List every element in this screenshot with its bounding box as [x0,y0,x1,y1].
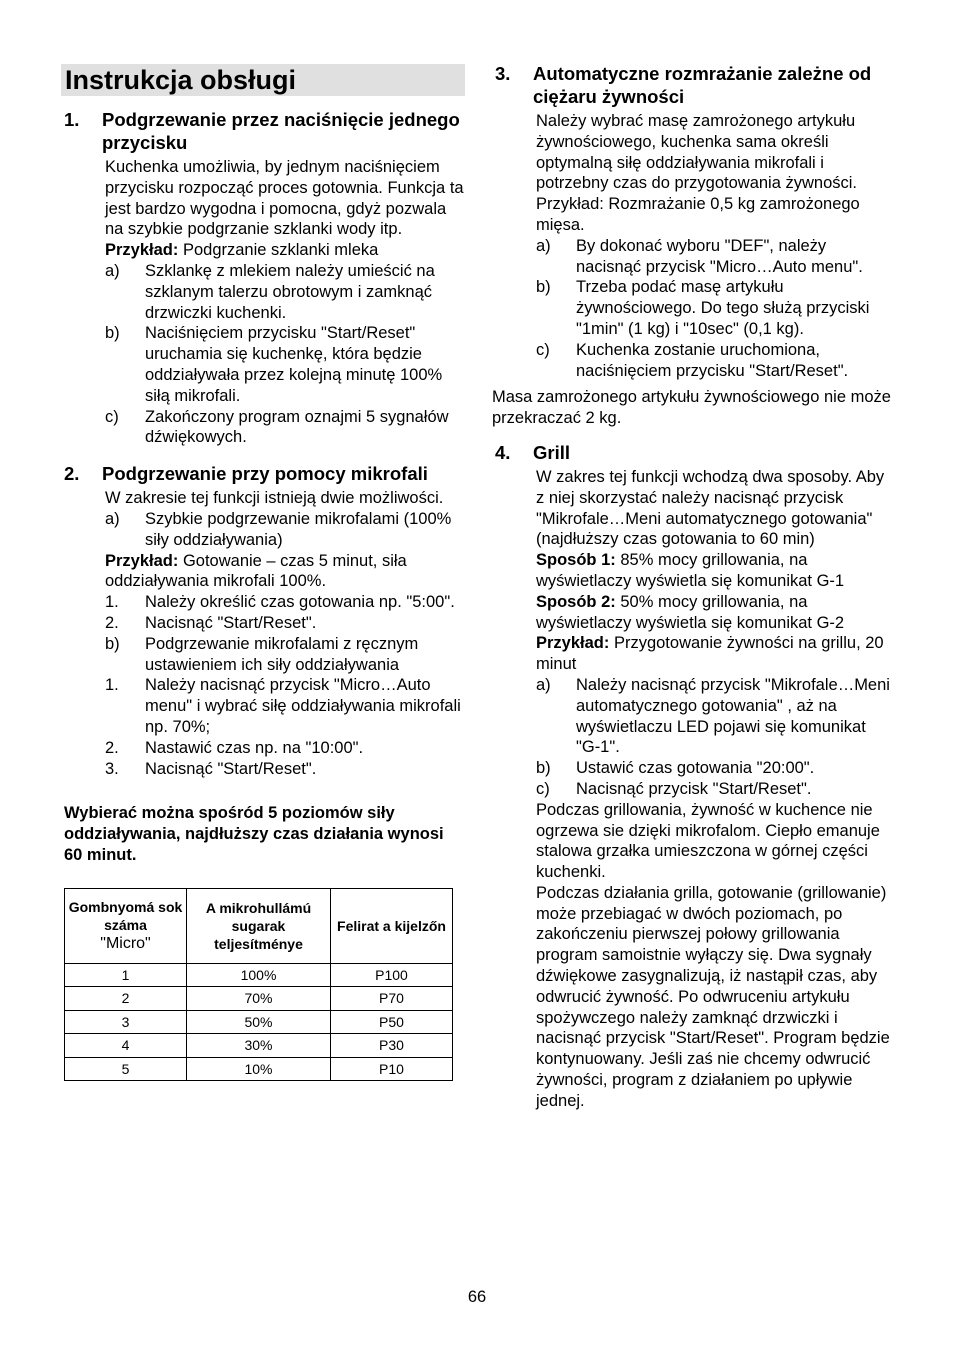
table-header-row [65,888,453,963]
example-text: Podgrzanie szklanki mleka [178,241,379,260]
section-3-title: Automatyczne rozmrażanie zależne od ciężaru żywności [533,63,872,107]
power-levels-table [64,888,453,1082]
list-item-text: Należy nacisnąć przycisk "Mikrofale…Meni automatycznego gotowania" , aż na wyświetlaczu LED pojawi się komunikat "G-1". [576,675,890,757]
list-item-text: Zakończony program oznajmi 5 sygnałów dźwiękowych. [145,407,449,447]
section-3-heading [492,62,892,108]
list-item-text: Nastawić czas np. na "10:00". [145,738,364,757]
way-label: Sposób 1: [536,551,616,570]
list-item-text: Ustawić czas gotowania "20:00". [576,759,815,778]
section-1-heading [61,108,465,154]
list-item-text: Trzeba podać masę artykułu żywnościowego. Do tego służą przyciski "1min" (1 kg) i "10sec" (0,1 kg). [576,278,870,338]
section-3-number: 3. [495,63,511,84]
list-item [536,779,892,800]
list-item-label: c) [536,340,550,359]
page-title: Instrukcja obsługi [61,64,465,96]
section-4-example [536,633,892,675]
list-item-label: a) [536,675,551,694]
section-4-paragraph-1: Podczas grillowania, żywność w kuchence nie ogrzewa sie dzięki mikrofalom. Ciepło emanuje stalowa grzałka umieszczona w górnej części kuchenki. [536,800,880,882]
list-item-label: c) [105,407,119,426]
list-item-text: Podgrzewanie mikrofalami z ręcznym ustawieniem ich siły oddziaływania [145,634,419,674]
example-label: Przykład: [536,634,610,653]
list-item-label: a) [105,261,120,280]
section-1-intro: Kuchenka umożliwia, by jednym naciśnięciem przycisku rozpocząć proces gotownia. Funkcja ta jest bardzo wygodna i pomocna, gdyż pozwala na szybkie podgrzanie szklanki wody itp. [105,158,464,239]
table-cell: 1 [65,963,187,987]
table-row [65,1057,453,1081]
way-text: 50% mocy grillowania, na wyświetlaczy wyświetla się komunikat G-2 [536,592,845,632]
list-item-label: a) [105,509,120,528]
list-item [105,509,465,551]
list-item-text: Nacisnąć "Start/Reset". [145,759,317,778]
list-item-text: Naciśnięciem przycisku "Start/Reset" uruchamia się kuchenkę, która będzie oddziaływała przez kolejną minutę 100% siłą mikrofali. [145,324,443,405]
list-item-label: b) [536,278,551,297]
section-4-intro: W zakres tej funkcji wchodzą dwa sposoby. Aby z niej skorzystać należy nacisnąć przycisk "Mikrofale…Meni automatycznego gotowania" (najdłuższy czas gotowania to 60 min) [536,467,885,549]
table-row [65,1034,453,1058]
table-cell: 3 [65,1010,187,1034]
table-cell: 100% [187,963,331,987]
section-4-title: Grill [533,441,571,463]
list-item [536,675,892,758]
list-item [536,277,892,339]
list-item [536,758,892,779]
list-item-label: b) [105,634,120,653]
section-1-number: 1. [64,109,80,130]
list-item-text: Należy określić czas gotowania np. "5:00". [145,593,455,612]
table-cell: 70% [187,987,331,1011]
right-column [492,62,892,1112]
list-item-label: 1. [105,593,119,612]
list-item-text: Kuchenka zostanie uruchomiona, naciśnięciem przycisku "Start/Reset". [576,340,849,380]
list-item-label: b) [105,324,120,343]
section-1-example [105,240,465,261]
list-item [536,340,892,382]
example-text: Gotowanie – czas 5 minut, siła oddziaływania mikrofali 100%. [105,551,407,591]
power-levels-note: Wybierać można spośród 5 poziomów siły oddziaływania, najdłuższy czas działania wynosi 60 minut. [64,804,444,864]
list-item [105,323,465,406]
list-item-text: By dokonać wyboru "DEF", należy nacisnąć przycisk "Micro…Auto menu". [576,236,863,276]
section-2-intro: W zakresie tej funkcji istnieją dwie możliwości. [105,489,444,508]
list-item-label: b) [536,759,551,778]
section-2-heading [61,462,465,485]
list-item-text: Szklankę z mlekiem należy umieścić na szklanym talerzu obrotowym i zamknąć drzwiczki kuchenki. [145,261,435,322]
table-cell: 2 [65,987,187,1011]
list-item-label: 1. [105,676,119,695]
list-item [105,738,465,759]
section-1-title: Podgrzewanie przez naciśnięcie jednego przycisku [102,109,460,153]
table-cell: 5 [65,1057,187,1081]
list-item [105,675,465,737]
list-item-label: 3. [105,759,119,778]
list-item-text: Nacisnąć przycisk "Start/Reset". [576,779,812,798]
table-cell: P50 [331,1010,453,1034]
table-row [65,987,453,1011]
table-cell: P70 [331,987,453,1011]
section-4-heading [492,441,892,464]
table-cell: P100 [331,963,453,987]
section-2-title: Podgrzewanie przy pomocy mikrofali [102,463,428,485]
list-item-text: Szybkie podgrzewanie mikrofalami (100% siły oddziaływania) [145,509,452,549]
example-text: Przygotowanie żywności na grillu, 20 minut [536,634,884,674]
section-2-number: 2. [64,463,80,485]
table-header-cell [65,888,187,963]
list-item [105,261,465,323]
table-cell: P10 [331,1057,453,1081]
way-label: Sposób 2: [536,592,616,611]
list-item-label: 2. [105,738,119,757]
table-header-cell: Felirat a kijelzőn [331,888,453,963]
list-item-label: 2. [105,613,119,632]
table-cell: P30 [331,1034,453,1058]
section-2-example [105,551,465,593]
table-cell: 30% [187,1034,331,1058]
left-column [61,62,465,1081]
list-item-label: c) [536,779,550,798]
table-row [65,963,453,987]
table-cell: 4 [65,1034,187,1058]
table-cell: 50% [187,1010,331,1034]
section-4-paragraph-2: Podczas działania grilla, gotowanie (grillowanie) może przebiagać w dwóch poziomach, po zakończeniu pierwszej połowy grillowania program samoistnie wyłączy się. Dwa sygnały dźwiękowe zasygnalizują, iż nastąpił czas, aby odwrucić żywność. Po odwruceniu artykułu spożywczego należy zamknąć drzwiczki i nacisnąć przycisk "Start/Reset". Program będzie kontynuowany. Jeśli zaś nie chcemy odwrucić żywności, program z działaniem po upływie jednej. [536,883,890,1110]
way-text: 85% mocy grillowania, na wyświetlaczy wyświetla się komunikat G-1 [536,551,845,590]
example-label: Przykład: [105,241,179,260]
table-row [65,1010,453,1034]
list-item [105,634,465,676]
page-number: 66 [467,1288,487,1306]
list-item [536,236,892,278]
list-item-label: a) [536,236,551,255]
list-item [105,407,465,449]
header-text: Gombnyomá sok száma [68,899,183,934]
table-cell: 10% [187,1057,331,1081]
header-subtext: "Micro" [100,935,151,953]
list-item-text: Należy nacisnąć przycisk "Micro…Auto menu" i wybrać siłę oddziaływania mikrofali np. 70%; [145,676,461,736]
section-3-intro: Należy wybrać masę zamrożonego artykułu żywnościowego, kuchenka sama określi optymalną siłę oddziaływania mikrofali i potrzebny czas do przygotowania żywności. Przykład: Rozmrażanie 0,5 kg zamrożonego mięsa. [536,112,860,234]
section-4-number: 4. [495,441,511,463]
list-item [105,613,465,634]
example-label: Przykład: [105,551,179,570]
list-item [105,759,465,780]
section-3-note: Masa zamrożonego artykułu żywnościowego nie może przekraczać 2 kg. [492,388,891,428]
list-item-text: Nacisnąć "Start/Reset". [145,613,317,632]
grill-way-2 [536,592,892,634]
grill-way-1 [536,550,892,592]
list-item [105,592,465,613]
table-header-cell: A mikrohullámú sugarak teljesítménye [187,888,331,963]
